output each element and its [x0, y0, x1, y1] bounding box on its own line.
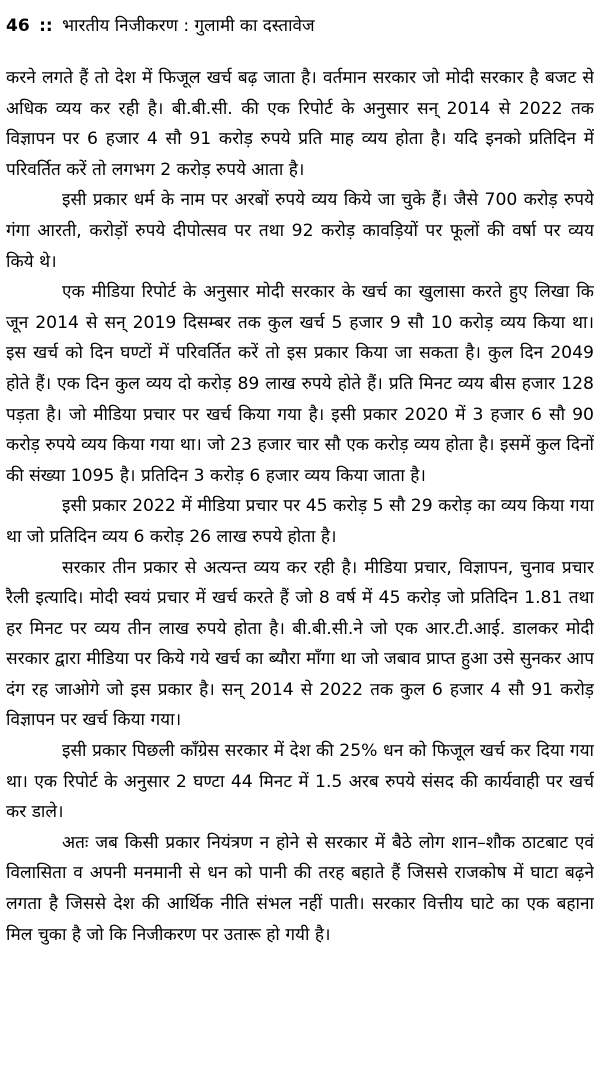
paragraph-7: अतः जब किसी प्रकार नियंत्रण न होने से सरकार में बैठे लोग शान–शौक ठाटबाट एवं विलासिता व अपनी मनमानी से धन को पानी की तरह बहाते हैं जिससे राजकोष में घाटा बढ़ने लगता है जिससे देश की आर्थिक नीति संभल नहीं पाती। सरकार वित्तीय घाटे का एक बहाना मिल चुका है जो कि निजीकरण पर उतारू हो गयी है। [6, 832, 594, 945]
paragraph-1: करने लगते हैं तो देश में फिजूल खर्च बढ़ जाता है। वर्तमान सरकार जो मोदी सरकार है बजट से अधिक व्यय कर रही है। बी.बी.सी. की एक रिपोर्ट के अनुसार सन् 2014 से 2022 तक विज्ञापन पर 6 हजार 4 सौ 91 करोड़ रुपये प्रति माह व्यय होता है। यदि इनको प्रतिदिन में परिवर्तित करें तो लगभग 2 करोड़ रुपये आता है। [6, 68, 594, 180]
paragraph-6: इसी प्रकार पिछली काँग्रेस सरकार में देश की 25% धन को फिजूल खर्च कर दिया गया था। एक रिपोर्ट के अनुसार 2 घण्टा 44 मिनट में 1.5 अरब रुपये संसद की कार्यवाही पर खर्च कर डाले। [6, 741, 594, 823]
paragraph-2: इसी प्रकार धर्म के नाम पर अरबों रुपये व्यय किये जा चुके हैं। जैसे 700 करोड़ रुपये गंगा आरती, करोड़ों रुपये दीपोत्सव पर तथा 92 करोड़ कावड़ियों पर फूलों की वर्षा पर व्यय किये थे। [6, 190, 594, 272]
page-body [6, 63, 594, 1075]
header-separator: :: [39, 16, 53, 36]
running-header [6, 13, 594, 39]
paragraph-4: इसी प्रकार 2022 में मीडिया प्रचार पर 45 करोड़ 5 सौ 29 करोड़ का व्यय किया गया था जो प्रतिदिन व्यय 6 करोड़ 26 लाख रुपये होता है। [6, 496, 594, 547]
page-number: 46 [6, 16, 30, 36]
paragraph-3: एक मीडिया रिपोर्ट के अनुसार मोदी सरकार के खर्च का खुलासा करते हुए लिखा कि जून 2014 से सन् 2019 दिसम्बर तक कुल खर्च 5 हजार 9 सौ 10 करोड़ व्यय किया था। इस खर्च को दिन घण्टों में परिवर्तित करें तो इस प्रकार किया जा सकता है। कुल दिन 2049 होते हैं। एक दिन कुल व्यय दो करोड़ 89 लाख रुपये होते हैं। प्रति मिनट व्यय बीस हजार 128 पड़ता है। जो मीडिया प्रचार पर खर्च किया गया है। इसी प्रकार 2020 में 3 हजार 6 सौ 90 करोड़ रुपये व्यय किया गया था। जो 23 हजार चार सौ एक करोड़ व्यय होता है। इसमें कुल दिनों की संख्या 1095 है। प्रतिदिन 3 करोड़ 6 हजार व्यय किया जाता है। [6, 282, 594, 486]
paragraph-5: सरकार तीन प्रकार से अत्यन्त व्यय कर रही है। मीडिया प्रचार, विज्ञापन, चुनाव प्रचार रैली इत्यादि। मोदी स्वयं प्रचार में खर्च करते हैं जो 8 वर्ष में 45 करोड़ जो प्रतिदिन 1.81 तथा हर मिनट पर व्यय तीन लाख रुपये होता है। बी.बी.सी.ने जो एक आर.टी.आई. डालकर मोदी सरकार द्वारा मीडिया पर किये गये खर्च का ब्यौरा माँगा था जो जबाव प्राप्त हुआ उसे सुनकर आप दंग रह जाओगे जो इस प्रकार है। सन् 2014 से 2022 तक कुल 6 हजार 4 सौ 91 करोड़ विज्ञापन पर खर्च किया गया। [6, 557, 594, 731]
book-title: भारतीय निजीकरण : गुलामी का दस्तावेज [62, 16, 315, 36]
